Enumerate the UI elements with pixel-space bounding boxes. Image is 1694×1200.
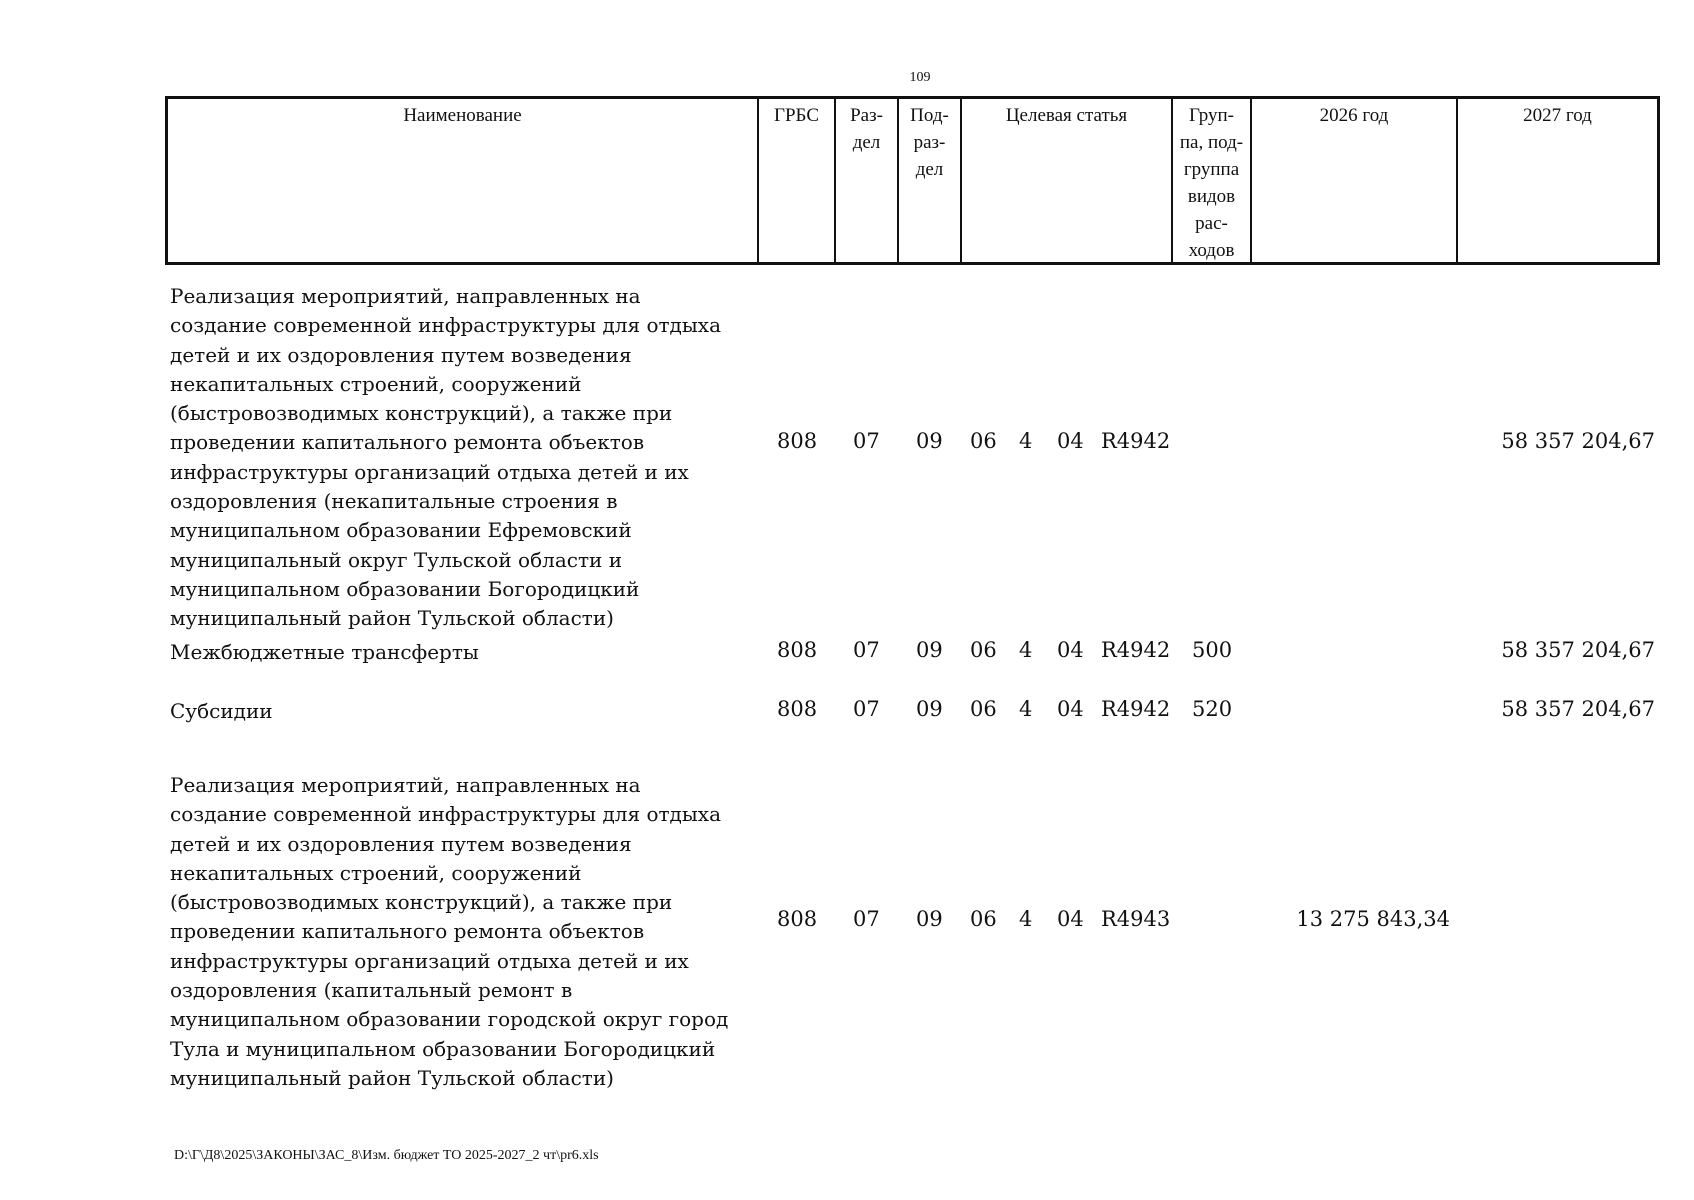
row-cs4: R4942 <box>1101 638 1171 662</box>
header-grbs: ГРБС <box>759 99 836 262</box>
row-cs4: R4942 <box>1101 429 1171 453</box>
row-gruppa: 500 <box>1192 638 1233 662</box>
row-podrazdel: 09 <box>916 697 943 721</box>
row-cs4: R4942 <box>1101 697 1171 721</box>
row-name: Реализация мероприятий, направленных на создание современной инфраструктуры для отдыха детей и их оздоровления путем возведения некапитальных строений, сооружений (быстровозводимых конструкций), а также при проведении капитального ремонта объектов инфраструктуры организаций отдыха детей и их оздоровления (капитальный ремонт в муниципальном образовании городской округ город Тула и муниципальном образовании Богородицкий муниципальный район Тульской области) <box>170 773 729 1090</box>
header-2027: 2027 год <box>1523 105 1592 126</box>
row-2026: 13 275 843,34 <box>1296 907 1450 931</box>
row-grbs: 808 <box>777 907 818 931</box>
row-name: Реализация мероприятий, направленных на создание современной инфраструктуры для отдыха детей и их оздоровления путем возведения некапитальных строений, сооружений (быстровозводимых конструкций), а также при проведении капитального ремонта объектов инфраструктуры организаций отдыха детей и их оздоровления (некапитальные строения в муниципальном образовании Ефремовский муниципальный округ Тульской области и муниципальном образовании Богородицкий муниципальный район Тульской области) <box>170 284 721 631</box>
row-cs2: 4 <box>1019 429 1033 453</box>
row-razdel: 07 <box>853 907 880 931</box>
row-cs3: 04 <box>1057 429 1084 453</box>
header-podrazdel: Под- раз- дел <box>899 99 962 262</box>
row-cs3: 04 <box>1057 907 1084 931</box>
row-cs1: 06 <box>970 638 997 662</box>
row-cs2: 4 <box>1019 907 1033 931</box>
header-gruppa: Груп- па, под- группа видов рас- ходов <box>1173 99 1252 262</box>
row-razdel: 07 <box>853 429 880 453</box>
row-name: Субсидии <box>170 699 273 723</box>
row-2027: 58 357 204,67 <box>1501 429 1655 453</box>
row-razdel: 07 <box>853 697 880 721</box>
row-podrazdel: 09 <box>916 638 943 662</box>
table-header <box>165 96 1660 265</box>
header-name: Наименование <box>168 99 759 262</box>
row-cs1: 06 <box>970 697 997 721</box>
row-cs3: 04 <box>1057 638 1084 662</box>
header-razdel: Раз- дел <box>836 99 899 262</box>
row-cs1: 06 <box>970 429 997 453</box>
page-number: 109 <box>909 70 931 85</box>
row-grbs: 808 <box>777 638 818 662</box>
row-cs1: 06 <box>970 907 997 931</box>
row-grbs: 808 <box>777 697 818 721</box>
row-gruppa: 520 <box>1192 697 1233 721</box>
row-cs3: 04 <box>1057 697 1084 721</box>
file-path-footer: D:\Г\Д8\2025\ЗАКОНЫ\ЗАС_8\Изм. бюджет ТО 2025-2027_2 чт\pr6.xls <box>174 1148 599 1163</box>
header-celevaya: Целевая статья <box>962 99 1173 262</box>
row-name: Межбюджетные трансферты <box>170 640 479 664</box>
row-cs2: 4 <box>1019 638 1033 662</box>
header-2026: 2026 год <box>1252 99 1458 262</box>
row-razdel: 07 <box>853 638 880 662</box>
row-podrazdel: 09 <box>916 907 943 931</box>
row-podrazdel: 09 <box>916 429 943 453</box>
row-cs4: R4943 <box>1101 907 1171 931</box>
row-2027: 58 357 204,67 <box>1501 638 1655 662</box>
row-grbs: 808 <box>777 429 818 453</box>
row-cs2: 4 <box>1019 697 1033 721</box>
row-2027: 58 357 204,67 <box>1501 697 1655 721</box>
